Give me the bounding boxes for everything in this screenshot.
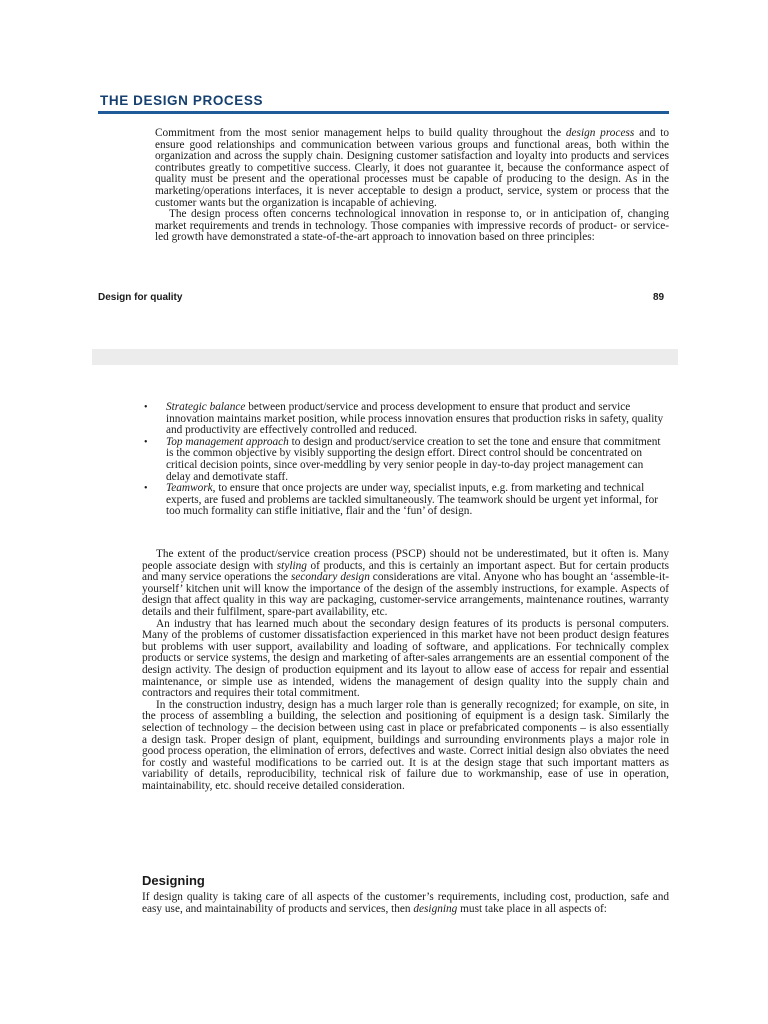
bullet-term: Top management approach [166, 435, 289, 448]
bullet-text: to design and product/service creation to set the tone and ensure that commitment is the common objective by visibly supporting the design effort. Direct control should be concentrated on critical decision points, since over-meddling by very senior people in day-to-day project management can delay and demotivate staff. [166, 435, 661, 483]
running-footer-title: Design for quality [98, 292, 183, 303]
designing-heading: Designing [142, 873, 205, 888]
main-text-block [142, 549, 669, 792]
intro-paragraph-2: The design process often concerns technological innovation in response to, or in anticipation of, changing market requirements and trends in technology. Those companies with impressive records of product- or service-led growth have demonstrated a state-of-the-art approach to innovation based on three principles: [155, 208, 669, 244]
bullet-icon: • [144, 402, 148, 413]
designing-text-a: If design quality is taking care of all aspects of the customer’s requirements, including cost, production, safe and easy use, and maintainability of products and services, then [142, 891, 669, 915]
paragraph-construction: In the construction industry, design has a much larger role than is generally recognized; for example, on site, in the process of assembling a building, the selection and positioning of equipment is a design task. Similarly the selection of technology – the decision between using cast in place or prefabricated components – is also essentially a design task. Proper design of plant, equipment, buildings and surrounding environments plays a major role in good process operation, the elimination of errors, defectives and waste. Correct initial design also obviates the need for costly and wasteful modifications to be carried out. It is at the design stage that such important matters as variability of details, reproducibility, technical risk of failure due to workmanship, ease of use in operation, maintainability, etc. should receive detailed consideration. [142, 698, 669, 792]
heading-rule [98, 111, 669, 114]
paragraph-computers: An industry that has learned much about the secondary design features of its products is personal computers. Many of the problems of customer dissatisfaction experienced in this market have not been product design features but problems with user support, availability and loading of software, and applications. For technically complex products or service systems, the design and marketing of after-sales arrangements are an essential component of the design activity. The design of production equipment and its layout to allow ease of access for repair and essential maintenance, or simple use as intended, widens the management of design quality into the supply chain and contractors and requires their total commitment. [142, 617, 669, 700]
pscp-text-b: of products, and this is certainly an important aspect. But for certain products and many service operations the [142, 559, 669, 584]
section-heading: THE DESIGN PROCESS [100, 93, 264, 108]
intro-paragraph-1 [155, 128, 669, 209]
bullet-icon: • [144, 436, 148, 448]
bullet-term: Strategic balance [166, 401, 246, 413]
principles-list [140, 402, 669, 518]
page-break-gap [92, 349, 678, 365]
paragraph-pscp [142, 549, 669, 619]
pscp-emphasis-styling: styling [276, 559, 307, 572]
bullet-icon: • [144, 483, 148, 495]
intro-block [155, 128, 669, 244]
list-item-strategic-balance [140, 402, 669, 437]
designing-paragraph [142, 892, 669, 915]
designing-text-b: must take place in all aspects of: [457, 902, 607, 915]
bullet-text: , to ensure that once projects are under way, specialist inputs, e.g. from marketing and technical experts, are fused and problems are tackled simultaneously. The teamwork should be urgent yet informal, for too much formality can stifle initiative, flair and the ‘fun’ of design. [166, 482, 658, 518]
bullet-term: Teamwork [166, 482, 213, 495]
intro-p1-emphasis: design process [565, 127, 635, 139]
pscp-text-a: The extent of the product/service creation process (PSCP) should not be underestimated, but it often is. Many people associate design with [142, 548, 669, 572]
list-item-top-management [140, 437, 669, 483]
designing-emphasis: designing [413, 902, 458, 915]
bullet-text: between product/service and process development to ensure that product and service innovation maintains market position, while process innovation ensures that production risks in safety, quality and productivity are effectively controlled and reduced. [166, 401, 664, 437]
intro-p1-text-a: Commitment from the most senior management helps to build quality throughout the [155, 127, 566, 139]
list-item-teamwork [140, 483, 669, 518]
page-number: 89 [653, 292, 665, 303]
designing-block [142, 892, 669, 915]
intro-p1-text-b: and to ensure good relationships and communication between various groups and functional areas, both within the organization and across the supply chain. Designing customer satisfaction and loyalty into products and services contributes greatly to competitive success. Clearly, it does not guarantee it, because the conformance aspect of quality must be present and the operational processes must be capable of producing to the design. As in the marketing/operations interfaces, it is never acceptable to design a product, service, system or process that the customer wants but the organization is incapable of achieving. [155, 127, 669, 209]
page-upper [0, 0, 768, 348]
pscp-text-c: considerations are vital. Anyone who has bought an ‘assemble-it-yourself’ kitchen unit will know the importance of the design of the assembly instructions, for example. Aspects of design that affect quality in this way are packaging, customer-service arrangements, maintenance routines, warranty details and their fulfilment, spare-part availability, etc. [142, 571, 669, 618]
pscp-emphasis-secondary: secondary design [290, 571, 370, 584]
